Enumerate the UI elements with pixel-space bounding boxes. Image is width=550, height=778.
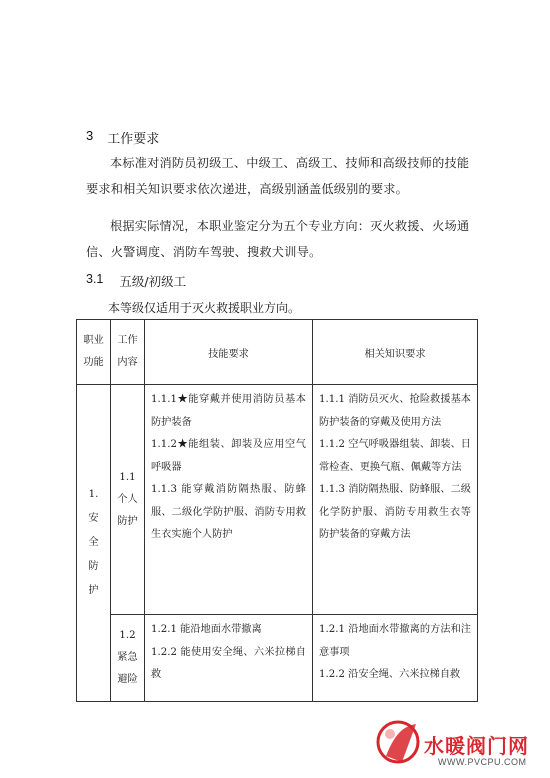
subsection-number: 3.1 bbox=[86, 272, 104, 286]
header-function: 职业 功能 bbox=[77, 320, 111, 385]
paragraph-2: 根据实际情况，本职业鉴定分为五个专业方向：灭火救援、火场通信、火警调度、消防车驾驶、搜救犬训导。 bbox=[86, 219, 470, 259]
section-title: 工作要求 bbox=[107, 132, 160, 147]
requirements-table bbox=[76, 319, 478, 702]
header-content: 工作 内容 bbox=[111, 320, 145, 385]
skills-cell: 1.1.1★能穿戴并使用消防员基本防护装备 1.1.2★能组装、卸装及应用空气呼吸器 1.1.3 能穿戴消防隔热服、防蜂服、二级化学防护服、消防专用救生衣实施个人防护 bbox=[145, 385, 313, 615]
header-knowledge: 相关知识要求 bbox=[313, 320, 478, 385]
section-heading bbox=[86, 128, 159, 147]
subsection-heading bbox=[86, 272, 186, 290]
table-row bbox=[77, 385, 478, 615]
watermark-url: WWW.PVCPU.COM bbox=[438, 757, 527, 767]
function-cell: 1. 安 全 防 护 bbox=[77, 385, 111, 702]
content-cell: 1.2 紧急 避险 bbox=[111, 615, 145, 702]
table-row bbox=[77, 615, 478, 702]
header-skills: 技能要求 bbox=[145, 320, 313, 385]
scope-note: 本等级仅适用于灭火救援职业方向。 bbox=[108, 301, 301, 315]
table-header-row bbox=[77, 320, 478, 385]
skills-cell: 1.2.1 能沿地面水带撤离 1.2.2 能使用安全绳、六米拉梯自救 bbox=[145, 615, 313, 702]
subsection-title: 五级/初级工 bbox=[119, 274, 187, 289]
watermark-text: 水暖阀门网 bbox=[424, 734, 529, 758]
paragraph-1: 本标准对消防员初级工、中级工、高级工、技师和高级技师的技能要求和相关知识要求依次递进，高级别涵盖低级别的要求。 bbox=[86, 156, 470, 196]
knowledge-cell: 1.2.1 沿地面水带撤离的方法和注意事项 1.2.2 沿安全绳、六米拉梯自救 bbox=[313, 615, 478, 702]
section-number: 3 bbox=[86, 128, 94, 143]
content-cell: 1.1 个人 防护 bbox=[111, 385, 145, 615]
knowledge-cell: 1.1.1 消防员灭火、抢险救援基本防护装备的穿戴及使用方法 1.1.2 空气呼吸器组装、卸装、日常检查、更换气瓶、佩戴等方法 1.1.3 消防隔热服、防蜂服、二级化学防护服、消防专用救生衣等防护装备的穿戴方法 bbox=[313, 385, 478, 615]
